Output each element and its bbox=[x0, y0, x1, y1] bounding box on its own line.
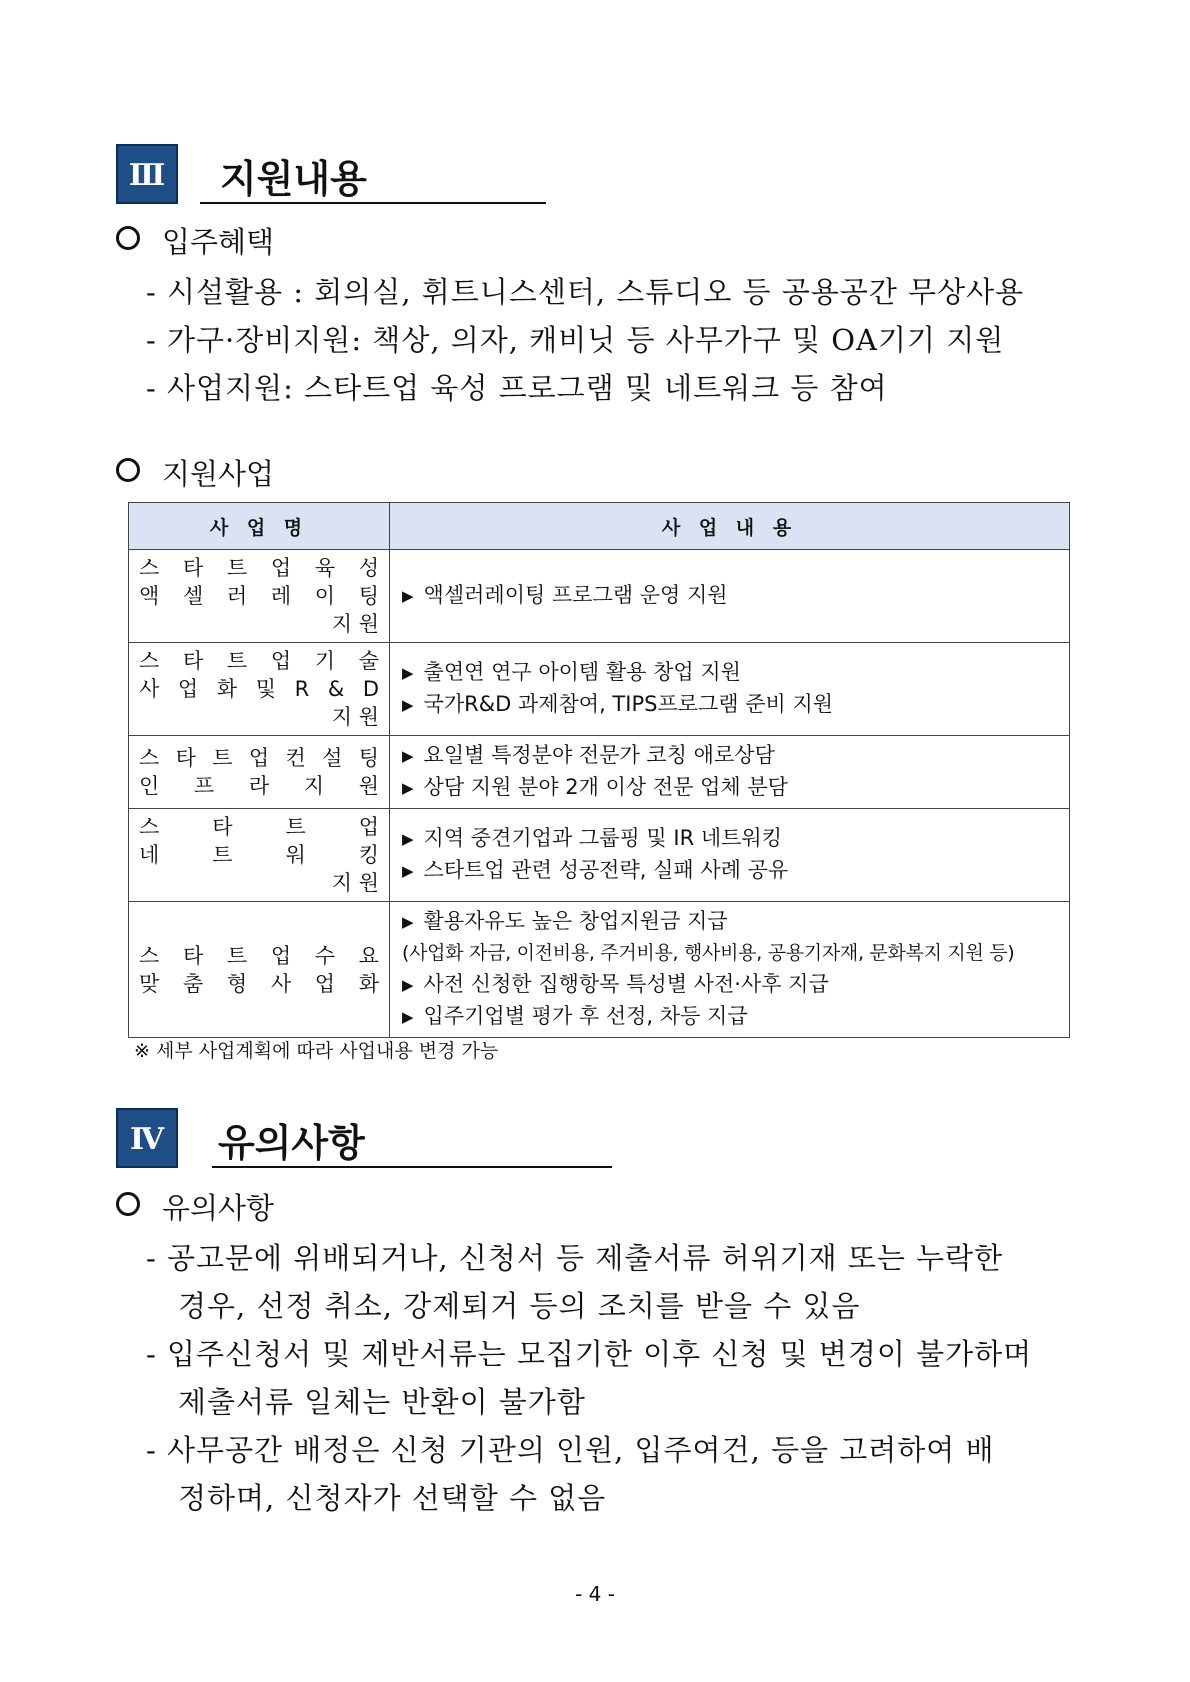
program-content: ▶ 요일별 특정분야 전문가 코칭 애로상담 ▶ 상담 지원 분야 2개 이상 전문 업체 분담 bbox=[390, 736, 1070, 809]
section4-number: Ⅳ bbox=[116, 1108, 178, 1168]
section3-number: Ⅲ bbox=[116, 144, 178, 204]
triangle-bullet-icon: ▶ bbox=[402, 747, 414, 765]
table-row bbox=[129, 643, 1070, 736]
section3-title: 지원내용 bbox=[220, 157, 367, 201]
page-number: - 4 - bbox=[575, 1582, 615, 1606]
section4-underline bbox=[212, 1166, 612, 1168]
header-program-name: 사 업 명 bbox=[129, 503, 390, 550]
program-name: 스 타 트 업 육 성 액 셀 러 레 이 팅 지 원 bbox=[129, 550, 390, 643]
triangle-bullet-icon: ▶ bbox=[402, 913, 414, 931]
benefit-item: - 시설활용 : 회의실, 휘트니스센터, 스튜디오 등 공용공간 무상사용 bbox=[146, 275, 1025, 309]
circle-bullet-icon bbox=[116, 226, 140, 250]
notice-line: - 입주신청서 및 제반서류는 모집기한 이후 신청 및 변경이 불가하며 bbox=[146, 1337, 1033, 1371]
table-row bbox=[129, 902, 1070, 1038]
program-name: 스 타 트 업 수 요 맞 춤 형 사 업 화 bbox=[129, 902, 390, 1038]
programs-table bbox=[128, 502, 1070, 1038]
section3-underline bbox=[200, 202, 546, 204]
notice-line: - 사무공간 배정은 신청 기관의 인원, 입주여건, 등을 고려하여 배 bbox=[146, 1433, 995, 1467]
program-name: 스 타 트 업 네 트 워 킹 지 원 bbox=[129, 809, 390, 902]
notice-line: 제출서류 일체는 반환이 불가함 bbox=[178, 1385, 586, 1419]
triangle-bullet-icon: ▶ bbox=[402, 664, 414, 682]
notes-heading: 유의사항 bbox=[116, 1186, 274, 1227]
benefit-item: - 가구·장비지원: 책상, 의자, 캐비닛 등 사무가구 및 OA기기 지원 bbox=[146, 323, 1005, 357]
section4-title: 유의사항 bbox=[218, 1121, 365, 1165]
triangle-bullet-icon: ▶ bbox=[402, 1008, 414, 1026]
program-content: ▶ 액셀러레이팅 프로그램 운영 지원 bbox=[390, 550, 1070, 643]
program-content: ▶ 지역 중견기업과 그룹핑 및 IR 네트워킹 ▶ 스타트업 관련 성공전략, 실패 사례 공유 bbox=[390, 809, 1070, 902]
table-row bbox=[129, 736, 1070, 809]
program-content: ▶ 출연연 연구 아이템 활용 창업 지원 ▶ 국가R&D 과제참여, TIPS프로그램 준비 지원 bbox=[390, 643, 1070, 736]
circle-bullet-icon bbox=[116, 1192, 140, 1216]
program-name: 스 타 트 업 컨 설 팅 인 프 라 지 원 bbox=[129, 736, 390, 809]
triangle-bullet-icon: ▶ bbox=[402, 830, 414, 848]
triangle-bullet-icon: ▶ bbox=[402, 779, 414, 797]
program-content: ▶ 활용자유도 높은 창업지원금 지급 (사업화 자금, 이전비용, 주거비용, 행사비용, 공용기자재, 문화복지 지원 등) ▶ 사전 신청한 집행항목 특성별 사전·사후 지급 ▶ 입주기업별 평가 후 선정, 차등 지급 bbox=[390, 902, 1070, 1038]
triangle-bullet-icon: ▶ bbox=[402, 976, 414, 994]
triangle-bullet-icon: ▶ bbox=[402, 862, 414, 880]
circle-bullet-icon bbox=[116, 458, 140, 482]
table-header-row bbox=[129, 503, 1070, 550]
table-note: ※ 세부 사업계획에 따라 사업내용 변경 가능 bbox=[134, 1040, 499, 1062]
table-row bbox=[129, 809, 1070, 902]
programs-heading: 지원사업 bbox=[116, 452, 274, 493]
notice-line: - 공고문에 위배되거나, 신청서 등 제출서류 허위기재 또는 누락한 bbox=[146, 1241, 1004, 1275]
table-row bbox=[129, 550, 1070, 643]
notice-line: 정하며, 신청자가 선택할 수 없음 bbox=[178, 1481, 607, 1515]
triangle-bullet-icon: ▶ bbox=[402, 696, 414, 714]
program-name: 스 타 트 업 기 술 사 업 화 및 R & D 지 원 bbox=[129, 643, 390, 736]
header-program-content: 사 업 내 용 bbox=[390, 503, 1070, 550]
triangle-bullet-icon: ▶ bbox=[402, 587, 414, 605]
notice-line: 경우, 선정 취소, 강제퇴거 등의 조치를 받을 수 있음 bbox=[178, 1289, 861, 1323]
benefits-heading: 입주혜택 bbox=[116, 220, 274, 261]
benefit-item: - 사업지원: 스타트업 육성 프로그램 및 네트워크 등 참여 bbox=[146, 371, 888, 405]
